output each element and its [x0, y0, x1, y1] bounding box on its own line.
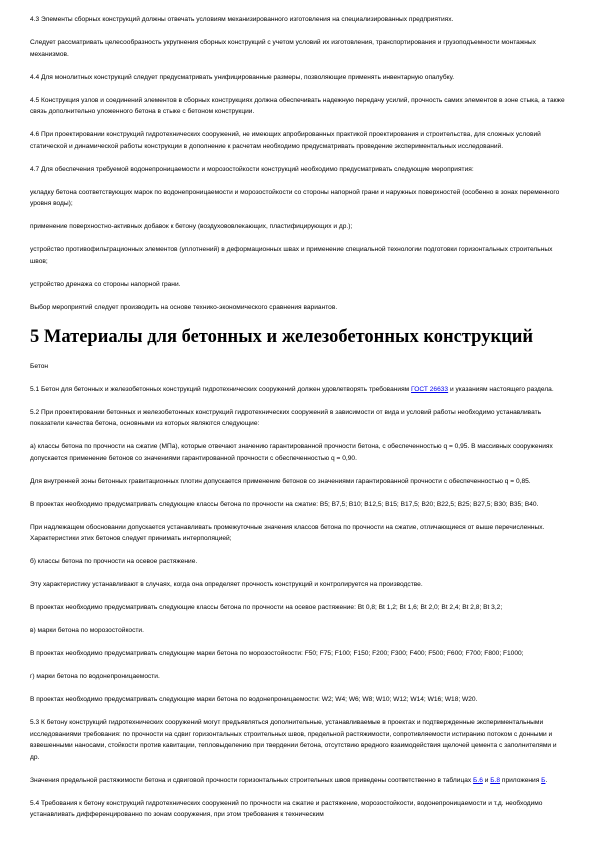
subheading-concrete: Бетон [30, 362, 49, 370]
paragraph-5-1-text: 5.1 Бетон для бетонных и железобетонных конструкций гидротехнических сооружений должен удовлетворять требованиям [30, 385, 412, 393]
paragraph-4-3: 4.3 Элементы сборных конструкций должны отвечать условиям механизированного изготовления на специализированных предприятиях. [30, 16, 454, 23]
list-item-additives: применение поверхностно-активных добавок к бетону (воздухововлекающих, пластифицирующих и др.); [30, 223, 353, 230]
table-b8-link[interactable]: Б.8 [490, 776, 501, 784]
paragraph-4-3-cont: Следует рассматривать целесообразность укрупнения сборных конструкций с учетом условий их изготовления, транспортирования и грузоподъемности монтажных механизмов. [30, 39, 536, 58]
paragraph-frost-heading: в) марки бетона по морозостойкости. [30, 627, 144, 634]
list-item-concrete-grades: укладку бетона соответствующих марок по водонепроницаемости и морозостойкости со стороны напорной грани и наружных поверхностей (особенно в зонах переменного уровня воды); [30, 188, 560, 207]
paragraph-tension-list: В проектах необходимо предусматривать следующие классы бетона по прочности на осевое растяжение: Bt 0,8; Bt 1,2; Bt 1,6; Bt 2,0; Bt 2,4; Bt 2,8; Bt 3,2; [30, 604, 503, 611]
paragraph-5-1-tail: и указаниям настоящего раздела. [448, 385, 554, 393]
paragraph-5-1 [30, 384, 565, 396]
paragraph-4-5: 4.5 Конструкция узлов и соединений элементов в сборных конструкциях должна обеспечивать надежную передачу усилий, прочность самих элементов в зоне стыка, а также связь дополнительно уложенного бетона в стыке с бетоном конструкции. [30, 96, 565, 115]
paragraph-4-6: 4.6 При проектировании конструкций гидротехнических сооружений, не имеющих апробированных практикой проектирования и строительства, для сложных условий статической и динамической работы конструкции в дополнение к расчетам необходимо предусматривать проведение экспериментальных исследований. [30, 131, 541, 150]
paragraph-compression-list: В проектах необходимо предусматривать следующие классы бетона по прочности на сжатие: В5; В7,5; В10; В12,5; В15; В17,5; В20; В22,5; В25; В27,5; В30; В35; В40. [30, 500, 539, 508]
tables-text: Значения предельной растяжимости бетона и сдвиговой прочности горизонтальных строительных швов приведены соответственно в таблицах [30, 776, 474, 784]
paragraph-intermediate: При надлежащем обосновании допускается устанавливать промежуточные значения классов бетона по прочности на сжатие, отличающиеся от выше перечисленных. Характеристики этих бетонов следует принимать интерполяцией; [30, 523, 545, 542]
paragraph-choice: Выбор мероприятий следует производить на основе технико-экономического сравнения вариантов. [30, 303, 338, 311]
appendix-b-link[interactable]: Б [541, 776, 546, 784]
paragraph-5-3-tables [30, 775, 565, 787]
paragraph-water-list: В проектах необходимо предусматривать следующие марки бетона по водонепроницаемости: W2; W4; W6; W8; W10; W12; W14; W16; W18; W20. [30, 696, 478, 703]
table-b6-link[interactable]: Б.6 [473, 776, 483, 784]
list-item-drainage: устройство дренажа со стороны напорной грани. [30, 280, 181, 288]
tables-and: и [482, 776, 491, 784]
paragraph-water-heading: г) марки бетона по водонепроницаемости. [30, 673, 160, 680]
paragraph-5-2: 5.2 При проектировании бетонных и железобетонных конструкций гидротехнических сооружений в зависимости от вида и условий работы необходимо устанавливать показатели качества бетона, основными из которых являются следующие: [30, 408, 542, 427]
list-item-seals: устройство противофильтрационных элементов (уплотнений) в деформационных швах и применение специальной технологии подготовки горизонтальных строительных швов; [30, 246, 553, 265]
paragraph-tension-note: Эту характеристику устанавливают в случаях, когда она определяет прочность конструкций и контролируется на производстве. [30, 581, 423, 588]
paragraph-4-7: 4.7 Для обеспечения требуемой водонепроницаемости и морозостойкости конструкций необходимо предусматривать следующие мероприятия: [30, 165, 474, 173]
paragraph-inner-zone: Для внутренней зоны бетонных гравитационных плотин допускается применение бетонов со значениями гарантированной прочности с обеспеченностью q = 0,85. [30, 477, 531, 485]
paragraph-frost-list: В проектах необходимо предусматривать следующие марки бетона по морозостойкости: F50; F75; F100; F150; F200; F300; F400; F500; F600; F700; F800; F1000; [30, 650, 524, 657]
paragraph-compression-classes: а) классы бетона по прочности на сжатие (МПа), которые отвечают значению гарантированной прочности бетона, с обеспеченностью q = 0,95. В массивных сооружениях допускается применение бетонов со значениями гарантированной прочности с обеспеченностью q = 0,90. [30, 443, 553, 462]
gost-26633-link[interactable]: ГОСТ 26633 [411, 385, 449, 393]
tables-end: . [545, 776, 548, 784]
paragraph-4-4: 4.4 Для монолитных конструкций следует предусматривать унифицированные размеры, позволяющие применять инвентарную опалубку. [30, 73, 455, 81]
paragraph-5-3: 5.3 К бетону конструкций гидротехнических сооружений могут предъявляться дополнительные, устанавливаемые в проектах и подтвержденные экспериментальными исследованиями требования: по прочности на сдвиг горизонтальных строительных швов, предельной растяжимости, сопротивляемости истиранию потоком с донными и взвешенными наносами, стойкости против кавитации, тепловыделению при твердении бетона, отсутствию вредного взаимодействия щелочей цемента с заполнителями и др. [30, 719, 557, 761]
section-title: 5 Материалы для бетонных и железобетонных конструкций [30, 326, 534, 347]
paragraph-tension-heading: б) классы бетона по прочности на осевое растяжение. [30, 558, 198, 565]
paragraph-5-4: 5.4 Требования к бетону конструкций гидротехнических сооружений по прочности на сжатие и растяжение, морозостойкости, водонепроницаемости и т.д. необходимо устанавливать дифференцированно по зонам сооружения, при этом требования к техническим [30, 799, 543, 818]
tables-appendix: приложения [500, 776, 542, 784]
